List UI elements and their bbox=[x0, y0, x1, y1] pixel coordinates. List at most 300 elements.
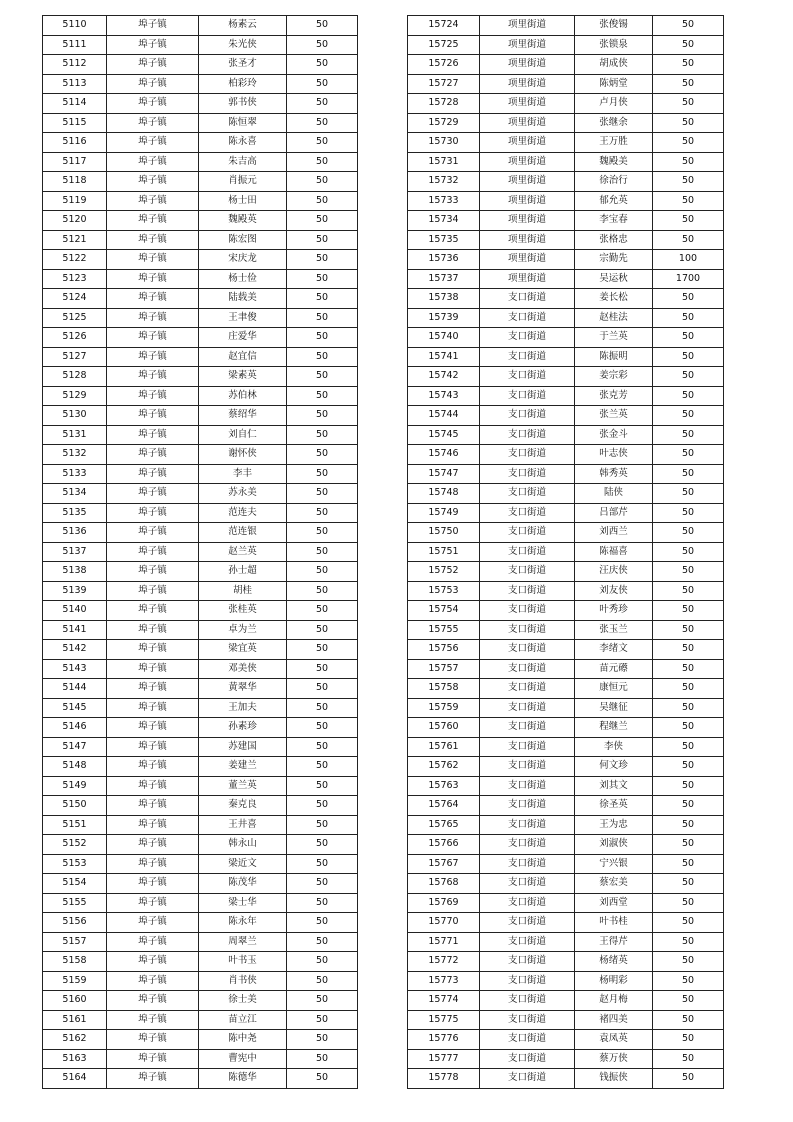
table-row bbox=[43, 874, 358, 894]
cell-area: 支口街道 bbox=[480, 367, 575, 387]
cell-id: 15763 bbox=[408, 776, 480, 796]
table-row bbox=[408, 562, 724, 582]
cell-area: 埠子镇 bbox=[107, 971, 199, 991]
table-row bbox=[43, 503, 358, 523]
cell-amount: 50 bbox=[287, 16, 358, 36]
cell-area: 支口街道 bbox=[480, 562, 575, 582]
cell-area: 支口街道 bbox=[480, 815, 575, 835]
cell-amount: 50 bbox=[653, 991, 724, 1011]
cell-name: 叶书玉 bbox=[199, 952, 287, 972]
table-row bbox=[408, 659, 724, 679]
cell-id: 5145 bbox=[43, 698, 107, 718]
cell-amount: 50 bbox=[287, 971, 358, 991]
table-row bbox=[408, 523, 724, 543]
table-row bbox=[408, 718, 724, 738]
table-row bbox=[408, 211, 724, 231]
cell-area: 埠子镇 bbox=[107, 133, 199, 153]
cell-id: 5128 bbox=[43, 367, 107, 387]
cell-amount: 50 bbox=[287, 269, 358, 289]
cell-name: 杨明彩 bbox=[575, 971, 653, 991]
cell-area: 项里街道 bbox=[480, 152, 575, 172]
cell-id: 15775 bbox=[408, 1010, 480, 1030]
cell-amount: 50 bbox=[653, 1030, 724, 1050]
cell-area: 埠子镇 bbox=[107, 328, 199, 348]
cell-amount: 50 bbox=[653, 601, 724, 621]
cell-name: 苏伯林 bbox=[199, 386, 287, 406]
cell-amount: 50 bbox=[653, 347, 724, 367]
cell-amount: 50 bbox=[653, 893, 724, 913]
cell-amount: 50 bbox=[287, 640, 358, 660]
cell-id: 15755 bbox=[408, 620, 480, 640]
cell-amount: 50 bbox=[287, 133, 358, 153]
cell-name: 赵月梅 bbox=[575, 991, 653, 1011]
cell-area: 项里街道 bbox=[480, 269, 575, 289]
table-row bbox=[43, 230, 358, 250]
table-row bbox=[408, 328, 724, 348]
table-row bbox=[43, 991, 358, 1011]
cell-id: 5141 bbox=[43, 620, 107, 640]
cell-amount: 50 bbox=[287, 503, 358, 523]
cell-amount: 50 bbox=[287, 425, 358, 445]
cell-name: 陈炳堂 bbox=[575, 74, 653, 94]
table-row bbox=[43, 913, 358, 933]
cell-amount: 50 bbox=[653, 191, 724, 211]
table-row bbox=[408, 230, 724, 250]
cell-id: 5153 bbox=[43, 854, 107, 874]
table-row bbox=[43, 659, 358, 679]
cell-id: 5138 bbox=[43, 562, 107, 582]
cell-name: 宋庆龙 bbox=[199, 250, 287, 270]
cell-id: 15770 bbox=[408, 913, 480, 933]
cell-amount: 50 bbox=[653, 445, 724, 465]
cell-id: 5140 bbox=[43, 601, 107, 621]
cell-id: 15750 bbox=[408, 523, 480, 543]
right-roster-table bbox=[407, 15, 724, 1089]
cell-name: 孙素珍 bbox=[199, 718, 287, 738]
cell-id: 15767 bbox=[408, 854, 480, 874]
cell-amount: 50 bbox=[287, 679, 358, 699]
cell-name: 刘淑侠 bbox=[575, 835, 653, 855]
table-row bbox=[408, 152, 724, 172]
table-row bbox=[43, 406, 358, 426]
cell-name: 吕部芹 bbox=[575, 503, 653, 523]
cell-id: 5121 bbox=[43, 230, 107, 250]
cell-id: 5130 bbox=[43, 406, 107, 426]
cell-name: 陆侠 bbox=[575, 484, 653, 504]
table-row bbox=[408, 835, 724, 855]
cell-id: 5115 bbox=[43, 113, 107, 133]
table-row bbox=[43, 425, 358, 445]
cell-id: 5136 bbox=[43, 523, 107, 543]
table-row bbox=[43, 679, 358, 699]
cell-name: 刘西堂 bbox=[575, 893, 653, 913]
cell-amount: 50 bbox=[653, 562, 724, 582]
cell-area: 埠子镇 bbox=[107, 932, 199, 952]
cell-area: 埠子镇 bbox=[107, 796, 199, 816]
cell-name: 于兰英 bbox=[575, 328, 653, 348]
cell-id: 15726 bbox=[408, 55, 480, 75]
cell-amount: 50 bbox=[653, 659, 724, 679]
table-row bbox=[408, 172, 724, 192]
cell-area: 埠子镇 bbox=[107, 152, 199, 172]
cell-id: 5110 bbox=[43, 16, 107, 36]
cell-amount: 50 bbox=[287, 815, 358, 835]
cell-area: 埠子镇 bbox=[107, 172, 199, 192]
cell-area: 埠子镇 bbox=[107, 55, 199, 75]
cell-name: 徐治行 bbox=[575, 172, 653, 192]
cell-name: 韩永山 bbox=[199, 835, 287, 855]
cell-amount: 50 bbox=[287, 1069, 358, 1089]
cell-amount: 50 bbox=[653, 308, 724, 328]
cell-id: 15771 bbox=[408, 932, 480, 952]
cell-area: 支口街道 bbox=[480, 913, 575, 933]
cell-id: 5119 bbox=[43, 191, 107, 211]
cell-id: 5122 bbox=[43, 250, 107, 270]
cell-name: 宁兴银 bbox=[575, 854, 653, 874]
table-row bbox=[408, 1069, 724, 1089]
cell-area: 埠子镇 bbox=[107, 835, 199, 855]
cell-id: 5135 bbox=[43, 503, 107, 523]
cell-amount: 50 bbox=[287, 347, 358, 367]
cell-id: 15754 bbox=[408, 601, 480, 621]
cell-area: 项里街道 bbox=[480, 133, 575, 153]
table-row bbox=[43, 893, 358, 913]
cell-area: 埠子镇 bbox=[107, 191, 199, 211]
cell-id: 5156 bbox=[43, 913, 107, 933]
table-row bbox=[408, 406, 724, 426]
cell-area: 埠子镇 bbox=[107, 776, 199, 796]
cell-amount: 50 bbox=[287, 230, 358, 250]
cell-amount: 50 bbox=[287, 952, 358, 972]
cell-id: 15776 bbox=[408, 1030, 480, 1050]
cell-amount: 50 bbox=[653, 679, 724, 699]
cell-area: 支口街道 bbox=[480, 737, 575, 757]
cell-amount: 50 bbox=[287, 55, 358, 75]
table-row bbox=[408, 503, 724, 523]
cell-amount: 50 bbox=[287, 991, 358, 1011]
cell-name: 汪庆侠 bbox=[575, 562, 653, 582]
cell-id: 15749 bbox=[408, 503, 480, 523]
cell-id: 5114 bbox=[43, 94, 107, 114]
cell-id: 5144 bbox=[43, 679, 107, 699]
cell-area: 埠子镇 bbox=[107, 952, 199, 972]
cell-id: 5126 bbox=[43, 328, 107, 348]
cell-id: 5125 bbox=[43, 308, 107, 328]
cell-id: 5134 bbox=[43, 484, 107, 504]
cell-name: 叶秀珍 bbox=[575, 601, 653, 621]
cell-amount: 50 bbox=[287, 776, 358, 796]
cell-name: 秦克良 bbox=[199, 796, 287, 816]
cell-area: 支口街道 bbox=[480, 289, 575, 309]
cell-id: 15761 bbox=[408, 737, 480, 757]
cell-area: 项里街道 bbox=[480, 94, 575, 114]
cell-id: 15777 bbox=[408, 1049, 480, 1069]
cell-area: 埠子镇 bbox=[107, 94, 199, 114]
table-row bbox=[408, 698, 724, 718]
table-row bbox=[43, 55, 358, 75]
cell-area: 支口街道 bbox=[480, 1030, 575, 1050]
cell-area: 埠子镇 bbox=[107, 406, 199, 426]
cell-id: 15741 bbox=[408, 347, 480, 367]
cell-amount: 50 bbox=[653, 211, 724, 231]
cell-name: 苏永美 bbox=[199, 484, 287, 504]
cell-amount: 50 bbox=[653, 133, 724, 153]
cell-amount: 50 bbox=[653, 74, 724, 94]
cell-area: 支口街道 bbox=[480, 445, 575, 465]
cell-amount: 50 bbox=[287, 562, 358, 582]
table-row bbox=[408, 16, 724, 36]
table-row bbox=[43, 347, 358, 367]
cell-amount: 50 bbox=[653, 406, 724, 426]
cell-id: 15768 bbox=[408, 874, 480, 894]
table-row bbox=[43, 484, 358, 504]
table-row bbox=[43, 698, 358, 718]
cell-name: 陈永年 bbox=[199, 913, 287, 933]
table-row bbox=[43, 952, 358, 972]
cell-id: 5112 bbox=[43, 55, 107, 75]
cell-area: 埠子镇 bbox=[107, 757, 199, 777]
cell-amount: 50 bbox=[287, 718, 358, 738]
cell-id: 5162 bbox=[43, 1030, 107, 1050]
cell-id: 15744 bbox=[408, 406, 480, 426]
cell-area: 埠子镇 bbox=[107, 523, 199, 543]
table-row bbox=[408, 289, 724, 309]
table-row bbox=[43, 289, 358, 309]
cell-name: 程继兰 bbox=[575, 718, 653, 738]
cell-area: 埠子镇 bbox=[107, 113, 199, 133]
table-row bbox=[43, 562, 358, 582]
cell-area: 支口街道 bbox=[480, 679, 575, 699]
cell-name: 王加夫 bbox=[199, 698, 287, 718]
cell-amount: 50 bbox=[653, 503, 724, 523]
cell-amount: 50 bbox=[287, 932, 358, 952]
cell-id: 15735 bbox=[408, 230, 480, 250]
cell-area: 支口街道 bbox=[480, 698, 575, 718]
cell-name: 刘友侠 bbox=[575, 581, 653, 601]
cell-area: 支口街道 bbox=[480, 952, 575, 972]
cell-area: 埠子镇 bbox=[107, 386, 199, 406]
cell-area: 支口街道 bbox=[480, 776, 575, 796]
cell-id: 5154 bbox=[43, 874, 107, 894]
cell-id: 5164 bbox=[43, 1069, 107, 1089]
table-row bbox=[43, 971, 358, 991]
cell-area: 埠子镇 bbox=[107, 562, 199, 582]
cell-amount: 50 bbox=[653, 581, 724, 601]
cell-amount: 50 bbox=[653, 620, 724, 640]
cell-name: 胡桂 bbox=[199, 581, 287, 601]
cell-name: 韩秀英 bbox=[575, 464, 653, 484]
table-row bbox=[408, 133, 724, 153]
cell-area: 项里街道 bbox=[480, 191, 575, 211]
cell-id: 15727 bbox=[408, 74, 480, 94]
cell-area: 项里街道 bbox=[480, 16, 575, 36]
cell-name: 梁宜英 bbox=[199, 640, 287, 660]
cell-name: 王万胜 bbox=[575, 133, 653, 153]
cell-id: 5150 bbox=[43, 796, 107, 816]
cell-area: 支口街道 bbox=[480, 464, 575, 484]
cell-name: 赵桂法 bbox=[575, 308, 653, 328]
cell-area: 埠子镇 bbox=[107, 620, 199, 640]
table-row bbox=[43, 269, 358, 289]
cell-area: 支口街道 bbox=[480, 581, 575, 601]
cell-area: 支口街道 bbox=[480, 1069, 575, 1089]
cell-name: 陈永喜 bbox=[199, 133, 287, 153]
table-row bbox=[408, 581, 724, 601]
cell-area: 支口街道 bbox=[480, 659, 575, 679]
cell-area: 埠子镇 bbox=[107, 35, 199, 55]
table-row bbox=[408, 620, 724, 640]
cell-area: 支口街道 bbox=[480, 971, 575, 991]
cell-area: 埠子镇 bbox=[107, 991, 199, 1011]
table-row bbox=[408, 464, 724, 484]
cell-amount: 50 bbox=[653, 172, 724, 192]
cell-area: 支口街道 bbox=[480, 991, 575, 1011]
cell-amount: 50 bbox=[653, 523, 724, 543]
table-row bbox=[43, 542, 358, 562]
table-row bbox=[408, 737, 724, 757]
table-row bbox=[43, 620, 358, 640]
cell-area: 埠子镇 bbox=[107, 211, 199, 231]
cell-id: 5159 bbox=[43, 971, 107, 991]
cell-name: 邓美侠 bbox=[199, 659, 287, 679]
table-row bbox=[408, 445, 724, 465]
cell-amount: 50 bbox=[287, 152, 358, 172]
cell-amount: 50 bbox=[653, 1049, 724, 1069]
cell-amount: 50 bbox=[287, 581, 358, 601]
cell-id: 15725 bbox=[408, 35, 480, 55]
cell-area: 项里街道 bbox=[480, 250, 575, 270]
cell-area: 埠子镇 bbox=[107, 737, 199, 757]
cell-area: 埠子镇 bbox=[107, 581, 199, 601]
cell-id: 15731 bbox=[408, 152, 480, 172]
cell-name: 褚四美 bbox=[575, 1010, 653, 1030]
table-row bbox=[408, 367, 724, 387]
table-row bbox=[408, 1030, 724, 1050]
table-row bbox=[43, 796, 358, 816]
cell-amount: 50 bbox=[287, 74, 358, 94]
table-row bbox=[408, 913, 724, 933]
cell-area: 埠子镇 bbox=[107, 347, 199, 367]
cell-area: 支口街道 bbox=[480, 854, 575, 874]
table-row bbox=[43, 74, 358, 94]
cell-area: 埠子镇 bbox=[107, 484, 199, 504]
table-row bbox=[408, 874, 724, 894]
table-row bbox=[408, 952, 724, 972]
cell-amount: 50 bbox=[287, 737, 358, 757]
cell-amount: 50 bbox=[287, 484, 358, 504]
cell-amount: 50 bbox=[287, 757, 358, 777]
cell-amount: 50 bbox=[287, 601, 358, 621]
table-row bbox=[408, 386, 724, 406]
table-row bbox=[408, 250, 724, 270]
cell-amount: 50 bbox=[653, 796, 724, 816]
cell-area: 项里街道 bbox=[480, 230, 575, 250]
cell-area: 项里街道 bbox=[480, 35, 575, 55]
cell-area: 支口街道 bbox=[480, 835, 575, 855]
cell-name: 魏殿英 bbox=[199, 211, 287, 231]
table-row bbox=[43, 367, 358, 387]
cell-name: 肖振元 bbox=[199, 172, 287, 192]
cell-id: 5120 bbox=[43, 211, 107, 231]
cell-amount: 50 bbox=[287, 1049, 358, 1069]
cell-name: 刘其文 bbox=[575, 776, 653, 796]
table-row bbox=[43, 1010, 358, 1030]
cell-id: 15736 bbox=[408, 250, 480, 270]
cell-area: 支口街道 bbox=[480, 523, 575, 543]
cell-area: 项里街道 bbox=[480, 113, 575, 133]
cell-amount: 50 bbox=[287, 542, 358, 562]
table-row bbox=[408, 854, 724, 874]
cell-amount: 1700 bbox=[653, 269, 724, 289]
table-row bbox=[408, 484, 724, 504]
cell-name: 张锁泉 bbox=[575, 35, 653, 55]
cell-id: 15753 bbox=[408, 581, 480, 601]
cell-amount: 50 bbox=[287, 367, 358, 387]
cell-id: 5127 bbox=[43, 347, 107, 367]
cell-amount: 50 bbox=[653, 913, 724, 933]
cell-amount: 50 bbox=[287, 386, 358, 406]
cell-area: 支口街道 bbox=[480, 347, 575, 367]
cell-name: 陈振明 bbox=[575, 347, 653, 367]
cell-id: 15757 bbox=[408, 659, 480, 679]
cell-amount: 50 bbox=[653, 152, 724, 172]
cell-id: 15729 bbox=[408, 113, 480, 133]
table-row bbox=[43, 35, 358, 55]
table-row bbox=[408, 1010, 724, 1030]
table-row bbox=[408, 308, 724, 328]
cell-name: 姜宗彩 bbox=[575, 367, 653, 387]
cell-name: 康恒元 bbox=[575, 679, 653, 699]
cell-id: 15773 bbox=[408, 971, 480, 991]
cell-area: 支口街道 bbox=[480, 893, 575, 913]
cell-amount: 50 bbox=[653, 952, 724, 972]
table-row bbox=[43, 464, 358, 484]
table-row bbox=[43, 523, 358, 543]
cell-id: 15740 bbox=[408, 328, 480, 348]
cell-id: 15774 bbox=[408, 991, 480, 1011]
cell-name: 谢怀侠 bbox=[199, 445, 287, 465]
cell-name: 徐圣英 bbox=[575, 796, 653, 816]
table-row bbox=[43, 172, 358, 192]
left-roster-table bbox=[42, 15, 358, 1089]
cell-name: 杨士田 bbox=[199, 191, 287, 211]
cell-name: 何文珍 bbox=[575, 757, 653, 777]
cell-area: 埠子镇 bbox=[107, 16, 199, 36]
cell-amount: 50 bbox=[287, 1010, 358, 1030]
cell-amount: 50 bbox=[653, 35, 724, 55]
cell-id: 15738 bbox=[408, 289, 480, 309]
cell-id: 5113 bbox=[43, 74, 107, 94]
cell-area: 埠子镇 bbox=[107, 250, 199, 270]
cell-amount: 50 bbox=[287, 172, 358, 192]
table-row bbox=[43, 386, 358, 406]
cell-amount: 50 bbox=[653, 425, 724, 445]
cell-name: 陈德华 bbox=[199, 1069, 287, 1089]
cell-id: 5116 bbox=[43, 133, 107, 153]
cell-amount: 50 bbox=[287, 854, 358, 874]
cell-amount: 50 bbox=[287, 835, 358, 855]
cell-name: 刘自仁 bbox=[199, 425, 287, 445]
cell-area: 埠子镇 bbox=[107, 718, 199, 738]
cell-name: 赵兰英 bbox=[199, 542, 287, 562]
cell-name: 陈茂华 bbox=[199, 874, 287, 894]
table-row bbox=[408, 601, 724, 621]
cell-id: 15766 bbox=[408, 835, 480, 855]
table-row bbox=[43, 16, 358, 36]
table-row bbox=[408, 640, 724, 660]
cell-area: 埠子镇 bbox=[107, 308, 199, 328]
cell-area: 埠子镇 bbox=[107, 893, 199, 913]
